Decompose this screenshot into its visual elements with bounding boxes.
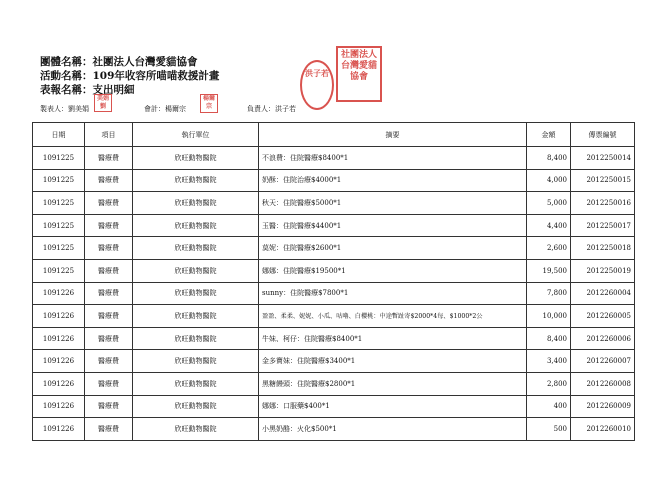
cell-voucher: 2012250014 — [571, 147, 635, 170]
cell-summary: 奶酥：住院治療$4000*1 — [259, 169, 527, 192]
table-row — [33, 259, 635, 282]
cell-item: 醫療費 — [85, 418, 133, 441]
column-header-item: 項目 — [85, 123, 133, 147]
cell-voucher: 2012250015 — [571, 169, 635, 192]
cell-amount: 10,000 — [527, 305, 571, 328]
cell-unit: 欣旺動物醫院 — [133, 305, 259, 328]
preparer-stamp: 美娟劉 — [94, 94, 112, 112]
cell-date: 1091225 — [33, 192, 85, 215]
cell-amount: 8,400 — [527, 147, 571, 170]
cell-amount: 7,800 — [527, 282, 571, 305]
cell-item: 醫療費 — [85, 350, 133, 373]
cell-date: 1091225 — [33, 214, 85, 237]
organization-seal: 社團法人台灣愛貓協會 — [336, 46, 382, 102]
accountant-stamp: 楊爾宗 — [200, 94, 218, 113]
cell-summary: 盈盈、柔柔、妮妮、小瓜、咕嚕、白櫻桃：中途暫趾寄$2000*4每、$1000*2公 — [259, 305, 527, 328]
cell-amount: 4,000 — [527, 169, 571, 192]
cell-item: 醫療費 — [85, 282, 133, 305]
cell-unit: 欣旺動物醫院 — [133, 395, 259, 418]
cell-summary: 小黑奶酪：火化$500*1 — [259, 418, 527, 441]
cell-date: 1091226 — [33, 305, 85, 328]
cell-voucher: 2012250017 — [571, 214, 635, 237]
table-row — [33, 214, 635, 237]
cell-item: 醫療費 — [85, 147, 133, 170]
activity-name: 活動名稱：109年收容所喵喵救援計畫 — [40, 70, 220, 82]
cell-item: 醫療費 — [85, 259, 133, 282]
table-row — [33, 305, 635, 328]
cell-date: 1091225 — [33, 169, 85, 192]
cell-voucher: 2012250016 — [571, 192, 635, 215]
cell-unit: 欣旺動物醫院 — [133, 259, 259, 282]
cell-item: 醫療費 — [85, 395, 133, 418]
cell-summary: 牛妹、柯仔：住院醫療$8400*1 — [259, 327, 527, 350]
cell-unit: 欣旺動物醫院 — [133, 418, 259, 441]
cell-summary: 娜娜：口服藥$400*1 — [259, 395, 527, 418]
cell-voucher: 2012260006 — [571, 327, 635, 350]
column-header-unit: 執行單位 — [133, 123, 259, 147]
cell-date: 1091226 — [33, 372, 85, 395]
cell-item: 醫療費 — [85, 327, 133, 350]
cell-item: 醫療費 — [85, 214, 133, 237]
cell-date: 1091226 — [33, 418, 85, 441]
table-row — [33, 192, 635, 215]
cell-date: 1091226 — [33, 395, 85, 418]
cell-amount: 4,400 — [527, 214, 571, 237]
organization-name: 團體名稱：社團法人台灣愛貓協會 — [40, 56, 198, 68]
table-row — [33, 169, 635, 192]
accountant-label: 會計：楊爾宗 — [144, 105, 186, 113]
cell-date: 1091226 — [33, 327, 85, 350]
column-header-voucher: 傳票編號 — [571, 123, 635, 147]
cell-amount: 400 — [527, 395, 571, 418]
cell-item: 醫療費 — [85, 192, 133, 215]
cell-date: 1091225 — [33, 237, 85, 260]
cell-unit: 欣旺動物醫院 — [133, 372, 259, 395]
cell-unit: 欣旺動物醫院 — [133, 169, 259, 192]
cell-unit: 欣旺動物醫院 — [133, 192, 259, 215]
cell-summary: 玉醫：住院醫療$4400*1 — [259, 214, 527, 237]
cell-voucher: 2012260007 — [571, 350, 635, 373]
table-row — [33, 395, 635, 418]
report-name: 表報名稱：支出明細 — [40, 84, 135, 96]
cell-summary: 秋天：住院醫療$5000*1 — [259, 192, 527, 215]
cell-unit: 欣旺動物醫院 — [133, 282, 259, 305]
cell-summary: 不浪費：住院醫療$8400*1 — [259, 147, 527, 170]
cell-unit: 欣旺動物醫院 — [133, 350, 259, 373]
cell-summary: 娜娜：住院醫療$19500*1 — [259, 259, 527, 282]
cell-unit: 欣旺動物醫院 — [133, 147, 259, 170]
table-row — [33, 418, 635, 441]
table-row — [33, 282, 635, 305]
cell-voucher: 2012260009 — [571, 395, 635, 418]
cell-voucher: 2012260004 — [571, 282, 635, 305]
preparer-label: 製表人：劉美娟 — [40, 105, 89, 113]
column-header-date: 日期 — [33, 123, 85, 147]
cell-voucher: 2012250019 — [571, 259, 635, 282]
cell-summary: 莫妮：住院醫療$2600*1 — [259, 237, 527, 260]
table-row — [33, 327, 635, 350]
cell-summary: 金多寶妹：住院醫療$3400*1 — [259, 350, 527, 373]
cell-voucher: 2012260005 — [571, 305, 635, 328]
cell-item: 醫療費 — [85, 237, 133, 260]
cell-date: 1091226 — [33, 350, 85, 373]
cell-summary: 黑糖饅頭：住院醫療$2800*1 — [259, 372, 527, 395]
cell-amount: 8,400 — [527, 327, 571, 350]
cell-voucher: 2012260010 — [571, 418, 635, 441]
table-row — [33, 372, 635, 395]
expense-table — [32, 122, 635, 441]
cell-unit: 欣旺動物醫院 — [133, 237, 259, 260]
cell-amount: 2,800 — [527, 372, 571, 395]
table-row — [33, 350, 635, 373]
cell-date: 1091226 — [33, 282, 85, 305]
cell-item: 醫療費 — [85, 372, 133, 395]
cell-item: 醫療費 — [85, 305, 133, 328]
cell-voucher: 2012260008 — [571, 372, 635, 395]
supervisor-seal: 洪子若 — [300, 60, 334, 110]
column-header-amount: 金額 — [527, 123, 571, 147]
cell-unit: 欣旺動物醫院 — [133, 327, 259, 350]
supervisor-label: 負責人：洪子若 — [247, 105, 296, 113]
cell-date: 1091225 — [33, 259, 85, 282]
table-header-row — [33, 123, 635, 147]
cell-voucher: 2012250018 — [571, 237, 635, 260]
cell-amount: 5,000 — [527, 192, 571, 215]
cell-date: 1091225 — [33, 147, 85, 170]
cell-amount: 3,400 — [527, 350, 571, 373]
column-header-summary: 摘要 — [259, 123, 527, 147]
cell-amount: 2,600 — [527, 237, 571, 260]
cell-amount: 19,500 — [527, 259, 571, 282]
cell-amount: 500 — [527, 418, 571, 441]
table-row — [33, 147, 635, 170]
cell-item: 醫療費 — [85, 169, 133, 192]
table-row — [33, 237, 635, 260]
cell-summary: sunny：住院醫療$7800*1 — [259, 282, 527, 305]
cell-unit: 欣旺動物醫院 — [133, 214, 259, 237]
